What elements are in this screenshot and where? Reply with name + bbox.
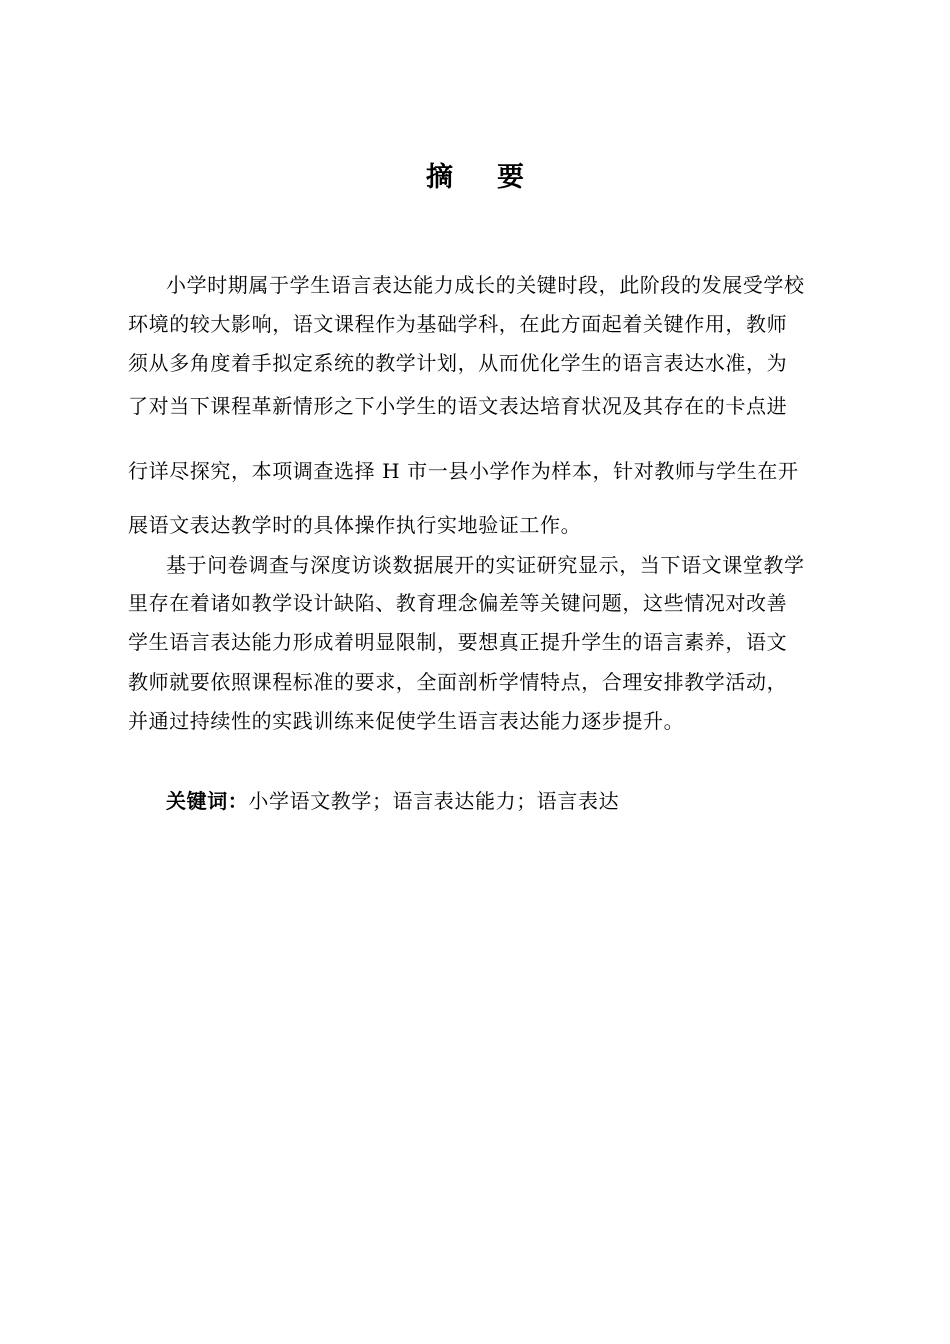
title-char-1: 摘 (426, 162, 453, 193)
abstract-p1-line-2: 环境的较大影响，语文课程作为基础学科，在此方面起着关键作用，教师 (128, 312, 788, 336)
abstract-p2-line-2: 里存在着诸如教学设计缺陷、教育理念偏差等关键问题，这些情况对改善 (128, 591, 788, 615)
abstract-p2-line-5: 并通过持续性的实践训练来促使学生语言表达能力逐步提升。 (128, 709, 685, 733)
abstract-p1-line-3: 须从多角度着手拟定系统的教学计划，从而优化学生的语言表达水准，为 (128, 351, 788, 375)
abstract-p1-line-4: 了对当下课程革新情形之下小学生的语文表达培育状况及其存在的卡点进 (128, 394, 788, 418)
keywords-value: 小学语文教学；语言表达能力；语言表达 (248, 789, 620, 813)
abstract-p1-line-5: 行详尽探究，本项调查选择 H 市一县小学作为样本，针对教师与学生在开 (128, 459, 799, 483)
abstract-p1-line-1: 小学时期属于学生语言表达能力成长的关键时段，此阶段的发展受学校 (166, 273, 805, 297)
abstract-p1-line-6: 展语文表达教学时的具体操作执行实地验证工作。 (128, 513, 582, 537)
abstract-p2-line-1: 基于问卷调查与深度访谈数据展开的实证研究显示，当下语文课堂教学 (166, 553, 805, 577)
keywords-line (166, 786, 619, 816)
abstract-title (0, 158, 950, 198)
abstract-p2-line-4: 教师就要依照课程标准的要求，全面剖析学情特点，合理安排教学活动， (128, 670, 788, 694)
keywords-label: 关键词： (166, 789, 249, 813)
title-char-2: 要 (497, 162, 524, 193)
abstract-p2-line-3: 学生语言表达能力形成着明显限制，要想真正提升学生的语言素养，语文 (128, 630, 788, 654)
